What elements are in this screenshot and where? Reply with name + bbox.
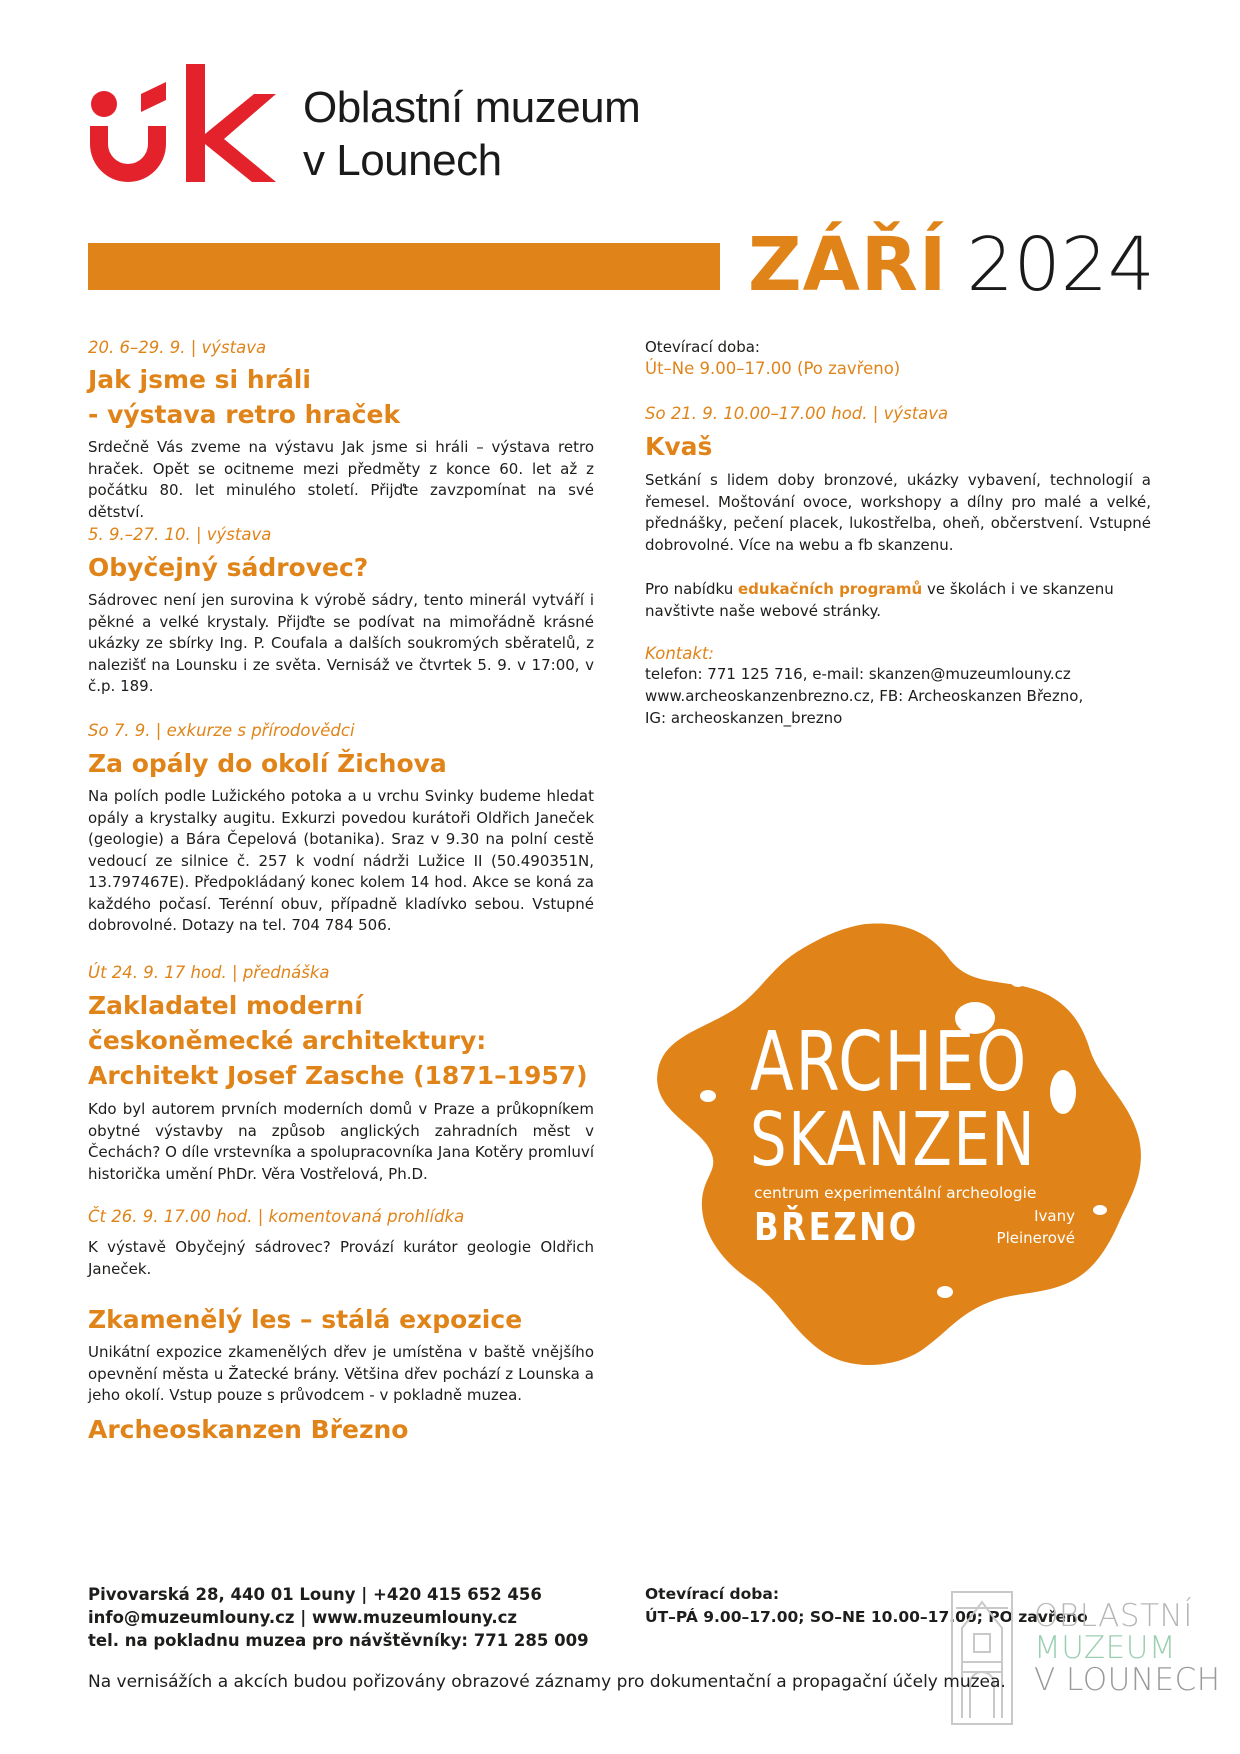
contact-line: telefon: 771 125 716, e-mail: skanzen@muzeumlouny.cz — [645, 665, 1071, 683]
education-note — [645, 579, 1145, 622]
event-title: Kvaš — [645, 432, 713, 461]
stamp-line: MUZEUM — [1034, 1630, 1177, 1666]
archeo-subtitle: centrum experimentální archeologie — [754, 1184, 1037, 1202]
event-title: Obyčejný sádrovec? — [88, 553, 369, 582]
castle-gate-icon — [948, 1588, 1016, 1728]
event-description: K výstavě Obyčejný sádrovec? Provází kurátor geologie Oldřich Janeček. — [88, 1238, 594, 1278]
uk-logo-icon — [86, 60, 276, 184]
event-title: Zkamenělý les – stálá expozice — [88, 1305, 523, 1334]
education-text: ve školách i ve skanzenu navštivte naše webové stránky. — [645, 580, 1114, 620]
event-description: Na polích podle Lužického potoka a u vrchu Svinky budeme hledat opály a krystalky augitu. Exkurzi povedou kurátoři Oldřich Janeček (geologie) a Bára Čepelová (botanika). Sraz v 9.30 na polní cestě vedoucí ze silnice č. 257 k vodní nádrži Lužice II (50.490351N, 13.797467E). Předpokládaný konec kolem 14 hod. Akce se koná za každého počasí. Terénní obuv, případně kladívko sebou. Vstupné dobrovolné. Dotazy na tel. 704 784 506. — [88, 787, 594, 934]
footer-hours-label: Otevírací doba: — [645, 1585, 780, 1603]
stamp-line: V LOUNECH — [1034, 1662, 1221, 1698]
footer-ticket-phone: tel. na pokladnu muzea pro návštěvníky: 771 285 009 — [88, 1631, 589, 1650]
archeo-line1: ARCHEO — [750, 1015, 1028, 1110]
archeo-line2: SKANZEN — [750, 1097, 1037, 1183]
footer-hours-value: ÚT–PÁ 9.00–17.00; SO–NE 10.00–17.00; PO zavřeno — [645, 1608, 1088, 1626]
footer-note: Na vernisážích a akcích budou pořizovány obrazové záznamy pro dokumentační a propagační účely muzea. — [88, 1672, 1006, 1692]
museum-stamp — [946, 1588, 1240, 1748]
footer-address: Pivovarská 28, 440 01 Louny | +420 415 652 456 — [88, 1585, 542, 1604]
event-date: 20. 6–29. 9. | výstava — [88, 338, 267, 357]
event-description: Sádrovec není jen surovina k výrobě sádry, tento minerál vytváří i pěkné a velké krystaly. Přijďte se podívat na mimořádně krásné ukázky ze sbírky Ing. P. Coufala a dalších soukromých sběratelů, z nalezišť na Lounsku i ze světa. Vernisáž ve čtvrtek 5. 9. v 17:00, v č.p. 189. — [88, 591, 594, 695]
event-title: Architekt Josef Zasche (1871–1957) — [88, 1061, 588, 1090]
museum-name-line2: v Lounech — [303, 136, 502, 185]
archeo-credit: Ivany — [1034, 1207, 1075, 1225]
year-label: 2024 — [966, 222, 1155, 308]
event-title: českoněmecké architektury: — [88, 1026, 487, 1055]
archeoskanzen-heading: Archeoskanzen Březno — [88, 1415, 409, 1444]
event-date: So 21. 9. 10.00–17.00 hod. | výstava — [645, 404, 949, 423]
contact-line: www.archeoskanzenbrezno.cz, FB: Archeoskanzen Březno, — [645, 687, 1084, 705]
archeoskanzen-logo — [650, 920, 1150, 1370]
event-title: Jak jsme si hráli — [88, 365, 311, 394]
event-description: Unikátní expozice zkamenělých dřev je umístěna v baště vnějšího opevnění města u Žatecké brány. Většina dřev pochází z Lounska a jeho okolí. Vstup pouze s průvodcem - v pokladně muzea. — [88, 1343, 594, 1404]
event-title: Zakladatel moderní — [88, 991, 363, 1020]
event-date: Čt 26. 9. 17.00 hod. | komentovaná prohlídka — [88, 1207, 465, 1226]
event-date: So 7. 9. | exkurze s přírodovědci — [88, 721, 355, 740]
education-text: Pro nabídku — [645, 580, 738, 598]
contact-line: IG: archeoskanzen_brezno — [645, 709, 843, 727]
event-date: Út 24. 9. 17 hod. | přednáška — [88, 963, 330, 982]
museum-name-line1: Oblastní muzeum — [303, 83, 641, 132]
event-description: Srdečně Vás zveme na výstavu Jak jsme si hráli – výstava retro hraček. Opět se ocitneme mezi předměty z konce 60. let až z počátku 80. let minulého století. Přijďte zavzpomínat na své dětství. — [88, 438, 594, 521]
month-label: ZÁŘÍ — [748, 222, 948, 308]
month-year-heading — [748, 220, 1155, 330]
hours-label: Otevírací doba: — [645, 338, 760, 356]
event-description: Kdo byl autorem prvních moderních domů v Praze a průkopníkem obytné výstavby na způsob anglických zahradních měst v Čechách? O díle vrstevníka a spolupracovníka Jana Kotěry promluví historička umění PhDr. Věra Vostřelová, Ph.D. — [88, 1100, 594, 1183]
event-title: Za opály do okolí Žichova — [88, 749, 447, 778]
hours-value: Út–Ne 9.00–17.00 (Po zavřeno) — [645, 359, 901, 378]
museum-logo — [86, 60, 276, 184]
footer-contact[interactable]: info@muzeumlouny.cz | www.muzeumlouny.cz — [88, 1608, 517, 1627]
stamp-line: OBLASTNÍ — [1034, 1598, 1193, 1634]
event-date: 5. 9.–27. 10. | výstava — [88, 525, 272, 544]
archeo-credit: Pleinerové — [996, 1229, 1075, 1247]
header-accent-bar — [88, 243, 720, 290]
education-link[interactable]: edukačních programů — [737, 580, 923, 598]
event-title: - výstava retro hraček — [88, 400, 401, 429]
contact-label: Kontakt: — [645, 644, 714, 663]
event-description: Setkání s lidem doby bronzové, ukázky vybavení, technologií a řemesel. Moštování ovoce, workshopy a dílny pro malé a velké, přednášky, pečení placek, lukostřelba, oheň, občerstvení. Vstupné dobrovolné. Více na webu a fb skanzenu. — [645, 471, 1151, 554]
archeo-name-word: BŘEZNO — [754, 1205, 919, 1249]
